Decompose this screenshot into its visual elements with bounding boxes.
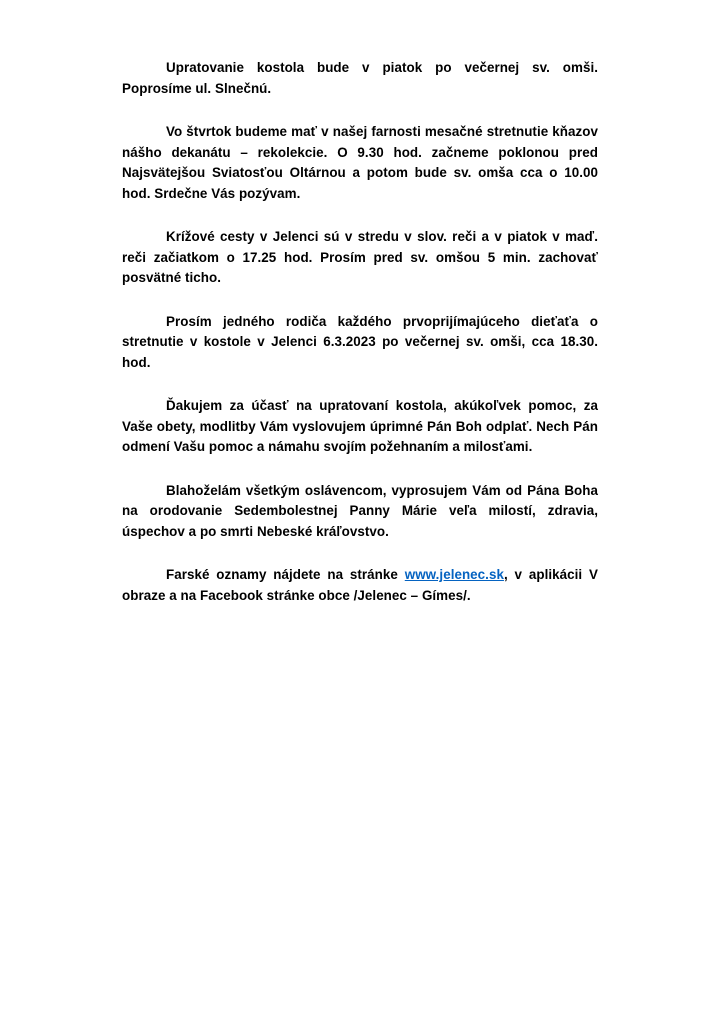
announcement-birthday-wishes: Blahoželám všetkým oslávencom, vyprosujem Vám od Pána Boha na orodovanie Sedembolestnej Panny Márie veľa milostí, zdravia, úspechov a po smrti Nebeské kráľovstvo. [122,482,598,539]
announcements-body [122,58,598,629]
announcement-thanks: Ďakujem za účasť na upratovaní kostola, akúkoľvek pomoc, za Vaše obety, modlitby Vám vyslovujem úprimné Pán Boh odplať. Nech Pán odmení Vašu pomoc a námahu svojím požehnaním a milosťami. [122,398,598,454]
announcement-way-of-cross: Krížové cesty v Jelenci sú v stredu v slov. reči a v piatok v maď. reči začiatkom o 17.25 hod. Prosím pred sv. omšou 5 min. zachovať posvätné ticho. [122,229,598,285]
announcement-recollection: Vo štvrtok budeme mať v našej farnosti mesačné stretnutie kňazov nášho dekanátu – rekolekcie. O 9.30 hod. začneme poklonou pred Najsvätejšou Sviatosťou Oltárnou a potom bude sv. omša cca o 10.00 hod. Srdečne Vás pozývam. [122,124,598,201]
announcement-first-communion-meeting: Prosím jedného rodiča každého prvoprijímajúceho dieťaťa o stretnutie v kostole v Jelenci 6.3.2023 po večernej sv. omši, cca 18.30. hod. [122,313,598,370]
closing-text-start: Farské oznamy nájdete na stránke [166,567,405,582]
closing-text-end: , v aplikácii V obraze a na Facebook stránke obce /Jelenec – Gímes/. [122,567,598,603]
website-link[interactable]: www.jelenec.sk [404,567,504,582]
announcement-cleaning: Upratovanie kostola bude v piatok po večernej sv. omši. Poprosíme ul. Slnečnú. [122,60,598,96]
announcement-where-to-find [122,565,598,606]
